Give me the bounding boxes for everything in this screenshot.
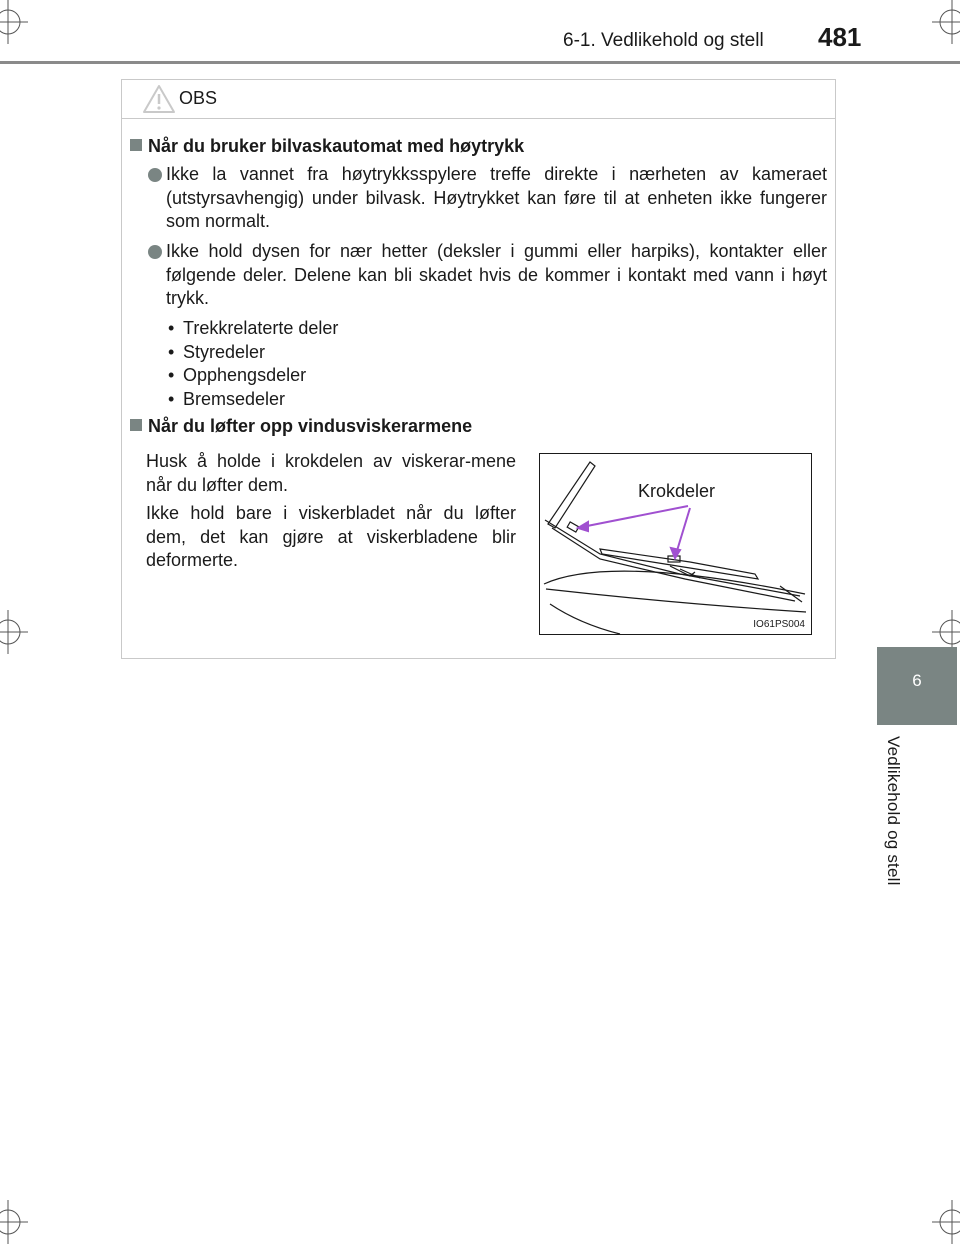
- notice-label: OBS: [179, 88, 218, 108]
- list-item: • Opphengsdeler: [168, 364, 338, 388]
- square-bullet-icon: [130, 139, 142, 151]
- square-bullet-icon: [130, 419, 142, 431]
- chapter-title: Vedlikehold og stell: [884, 736, 903, 886]
- chapter-number: 6: [912, 671, 922, 690]
- paragraph-hold-hook: Husk å holde i krokdelen av viskerar-mene når du løfter dem.: [146, 451, 516, 495]
- round-bullet-icon: [148, 245, 162, 259]
- notice-box: [121, 79, 836, 659]
- figure-code: IO61PS004: [753, 619, 805, 630]
- section-title: 6-1. Vedlikehold og stell: [563, 30, 764, 51]
- section-heading-high-pressure: Når du bruker bilvaskautomat med høytrykk: [130, 136, 524, 157]
- section-heading-wiper-arms: Når du løfter opp vindusviskerarmene: [130, 416, 472, 437]
- list-item: • Trekkrelaterte deler: [168, 317, 338, 341]
- wiper-illustration: [539, 453, 812, 635]
- list-item: • Styredeler: [168, 341, 338, 365]
- bullet-nozzle: Ikke hold dysen for nær hetter (deksler i gummi eller harpiks), kontakter eller følgende deler. Delene kan bli skadet hvis de kommer i kontakt med vann i høyt trykk.: [166, 240, 827, 311]
- warning-triangle-icon: [142, 84, 176, 114]
- header-divider: [0, 61, 960, 64]
- page-number: 481: [818, 22, 862, 52]
- paragraph-blade-warning: Ikke hold bare i viskerbladet når du løfter dem, det kan gjøre at viskerbladene blir deformerte.: [146, 503, 516, 570]
- figure-callout: Krokdeler: [638, 481, 716, 501]
- bullet-camera: Ikke la vannet fra høytrykksspylere treffe direkte i nærheten av kameraet (utstyrsavhengig) under bilvask. Høytrykket kan føre til at enheten ikke fungerer som normalt.: [166, 163, 827, 234]
- notice-header: [122, 80, 835, 119]
- chapter-tab: [877, 647, 957, 725]
- round-bullet-icon: [148, 168, 162, 182]
- parts-list: [168, 317, 338, 411]
- list-item: • Bremsedeler: [168, 388, 338, 412]
